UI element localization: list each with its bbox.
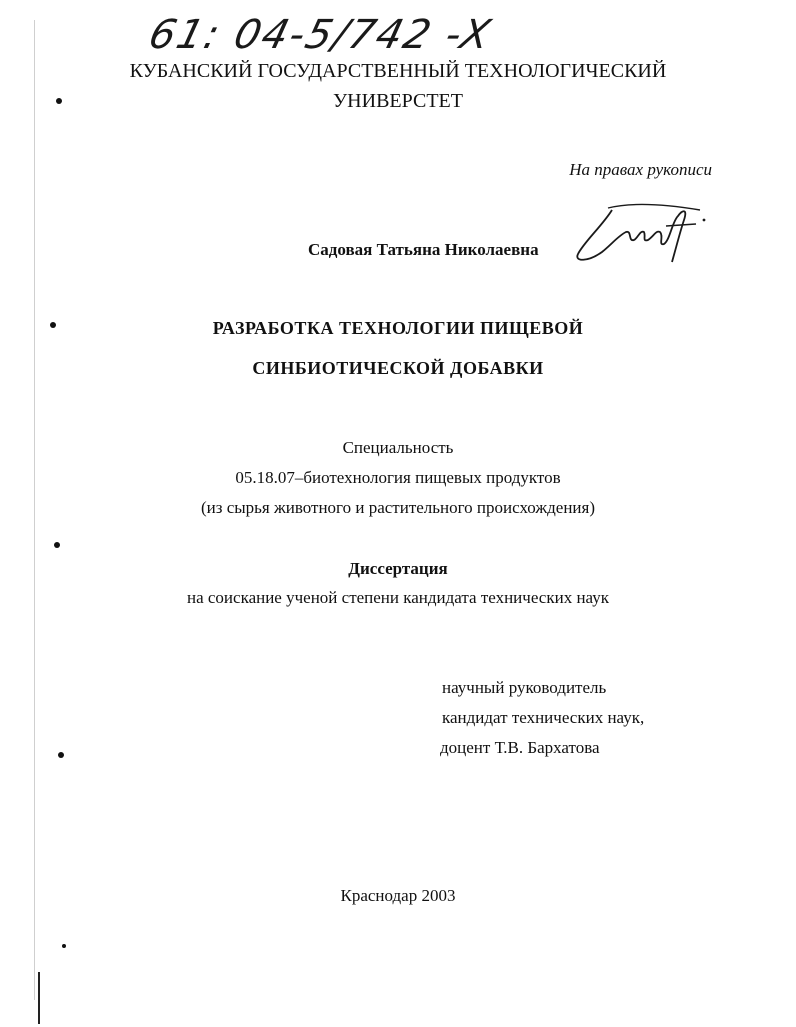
thesis-title-line2: СИНБИОТИЧЕСКОЙ ДОБАВКИ [252, 358, 544, 378]
specialty-label: Специальность [342, 438, 454, 457]
supervisor-degree: кандидат технических наук, [442, 708, 645, 727]
institution-name-line1: КУБАНСКИЙ ГОСУДАРСТВЕННЫЙ ТЕХНОЛОГИЧЕСКИЙ [129, 60, 667, 82]
dissertation-label: Диссертация [348, 559, 448, 578]
thesis-title-line1: РАЗРАБОТКА ТЕХНОЛОГИИ ПИЩЕВОЙ [212, 318, 584, 338]
signature-image [572, 196, 712, 268]
degree-purpose: на соискание ученой степени кандидата технических наук [186, 588, 609, 607]
scan-edge-mark [38, 972, 40, 1024]
city-year: Краснодар 2003 [340, 886, 456, 905]
supervisor-name: доцент Т.В. Бархатова [440, 738, 600, 757]
author-name: Садовая Татьяна Николаевна [308, 240, 539, 259]
specialty-code: 05.18.07–биотехнология пищевых продуктов [235, 468, 561, 487]
manuscript-rights-note: На правах рукописи [569, 160, 712, 179]
specialty-detail: (из сырья животного и растительного происхождения) [200, 498, 595, 517]
supervisor-role: научный руководитель [442, 678, 607, 697]
scan-speck [54, 542, 60, 548]
institution-name-line2: УНИВЕРСТЕТ [333, 90, 463, 112]
scan-speck [62, 944, 66, 948]
handwritten-catalog-code: 61: 04-5/742 -X [144, 12, 497, 58]
scan-speck [58, 752, 64, 758]
